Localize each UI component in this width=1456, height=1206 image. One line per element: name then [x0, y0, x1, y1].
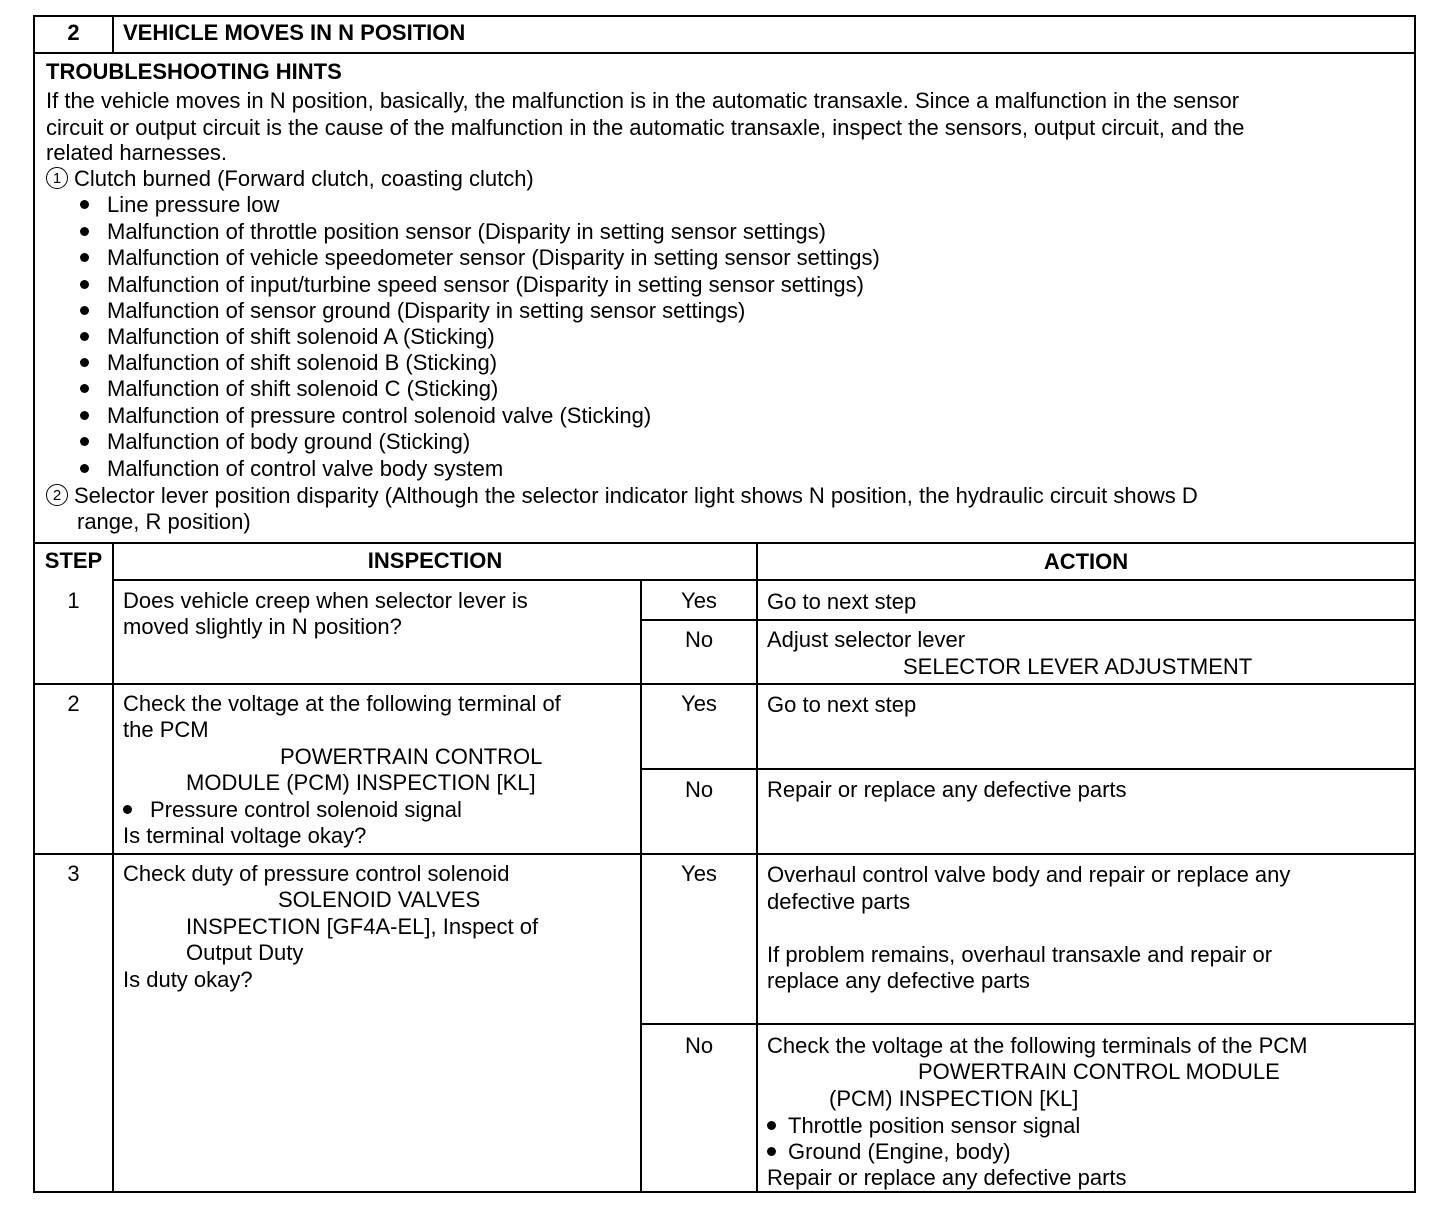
step-2-reference-cont: MODULE (PCM) INSPECTION [KL]	[186, 770, 536, 795]
hints-heading: TROUBLESHOOTING HINTS	[46, 59, 342, 84]
step-2-question-final: Is terminal voltage okay?	[123, 823, 367, 848]
step-3-yes-followup-cont: replace any defective parts	[767, 968, 1030, 993]
cause-2-text-cont: range, R position)	[77, 509, 251, 534]
cause-1-item: Malfunction of body ground (Sticking)	[80, 429, 470, 455]
step-3-no-action: Check the voltage at the following terminals of the PCM	[767, 1033, 1308, 1058]
no-label: No	[684, 777, 714, 802]
bullet-icon	[80, 306, 89, 315]
step-3-yes-followup: If problem remains, overhaul transaxle and repair or	[767, 942, 1273, 967]
step-1-yes-action: Go to next step	[767, 589, 917, 614]
cause-1-item: Malfunction of input/turbine speed sensor (Disparity in setting sensor settings)	[80, 272, 864, 298]
cause-1-item: Malfunction of shift solenoid C (Sticking)	[80, 376, 498, 402]
step-3-yes-action-cont: defective parts	[767, 889, 911, 914]
header-bottom-rule	[33, 52, 1416, 54]
bullet-icon	[767, 1147, 776, 1156]
hints-intro-line-1: If the vehicle moves in N position, basically, the malfunction is in the automatic transaxle. Since a malfunction in the sensor	[46, 88, 1240, 113]
step-number: 3	[67, 861, 80, 886]
bullet-icon	[767, 1121, 776, 1130]
step-1-no-action: Adjust selector lever	[767, 627, 966, 652]
cause-2	[46, 483, 1198, 509]
cause-1	[46, 166, 534, 192]
step-2-check-item: Pressure control solenoid signal	[123, 797, 462, 823]
step-number: 1	[67, 588, 80, 613]
step-3-no-check-item: Ground (Engine, body)	[767, 1139, 1011, 1165]
step-1-question: Does vehicle creep when selector lever is	[123, 588, 528, 613]
section-title: VEHICLE MOVES IN N POSITION	[123, 20, 466, 45]
circled-number-2: 2	[46, 484, 68, 506]
bullet-icon	[123, 805, 132, 814]
bullet-icon	[80, 280, 89, 289]
section-number: 2	[67, 20, 80, 45]
column-header-step: STEP	[44, 548, 103, 573]
column-header-rule	[112, 579, 1416, 581]
step-3-reference-cont: INSPECTION [GF4A-EL], Inspect of	[186, 914, 539, 939]
step-3-no-reference: POWERTRAIN CONTROL MODULE	[918, 1059, 1280, 1084]
no-label: No	[684, 1033, 714, 1058]
step-3-no-reference-cont: (PCM) INSPECTION [KL]	[829, 1086, 1079, 1111]
column-header-inspection: INSPECTION	[367, 548, 503, 573]
cause-1-item: Malfunction of control valve body system	[80, 456, 503, 482]
step-2-bottom-rule	[33, 853, 1416, 855]
step-3-reference-end: Output Duty	[186, 940, 304, 965]
step-3-reference: SOLENOID VALVES	[278, 887, 481, 912]
bullet-icon	[80, 411, 89, 420]
step-2-yes-action: Go to next step	[767, 692, 917, 717]
step-2-reference: POWERTRAIN CONTROL	[280, 744, 543, 769]
yes-label: Yes	[681, 691, 717, 716]
step-1-bottom-rule	[33, 683, 1416, 685]
bullet-icon	[80, 384, 89, 393]
step-3-no-final-action: Repair or replace any defective parts	[767, 1165, 1127, 1190]
step-3-question-final: Is duty okay?	[123, 967, 253, 992]
cause-1-item: Malfunction of vehicle speedometer sensor (Disparity in setting sensor settings)	[80, 245, 880, 271]
cause-1-item: Malfunction of pressure control solenoid valve (Sticking)	[80, 403, 651, 429]
step-1-question-cont: moved slightly in N position?	[123, 614, 402, 639]
header-divider	[112, 15, 114, 53]
yes-label: Yes	[681, 861, 717, 886]
action-column-divider	[756, 542, 758, 1193]
hints-intro-line-2: circuit or output circuit is the cause of the malfunction in the automatic transaxle, inspect the sensors, output circuit, and the	[46, 115, 1245, 140]
step-3-no-check-item: Throttle position sensor signal	[767, 1113, 1080, 1139]
step-2-question-cont: the PCM	[123, 717, 209, 742]
step-number: 2	[67, 691, 80, 716]
cause-1-text: Clutch burned (Forward clutch, coasting clutch)	[74, 166, 534, 191]
bullet-icon	[80, 464, 89, 473]
cause-1-item: Malfunction of shift solenoid B (Sticking)	[80, 350, 497, 376]
cause-1-item: Malfunction of sensor ground (Disparity in setting sensor settings)	[80, 298, 745, 324]
step-2-question: Check the voltage at the following terminal of	[123, 691, 561, 716]
bullet-icon	[80, 437, 89, 446]
step-1-no-reference: SELECTOR LEVER ADJUSTMENT	[903, 654, 1253, 679]
step-column-divider	[112, 542, 114, 1193]
cause-1-item: Malfunction of throttle position sensor (Disparity in setting sensor settings)	[80, 219, 826, 245]
cause-2-text: Selector lever position disparity (Although the selector indicator light shows N position, the hydraulic circuit shows D	[74, 483, 1198, 508]
column-header-action: ACTION	[1043, 549, 1129, 574]
no-label: No	[684, 627, 714, 652]
step-2-no-action: Repair or replace any defective parts	[767, 777, 1127, 802]
step-3-question: Check duty of pressure control solenoid	[123, 861, 510, 886]
bullet-icon	[80, 253, 89, 262]
step-3-yes-action: Overhaul control valve body and repair or replace any	[767, 862, 1291, 887]
table-top-rule	[33, 542, 1416, 544]
circled-number-1: 1	[46, 167, 68, 189]
yes-label: Yes	[681, 588, 717, 613]
cause-1-item: Line pressure low	[80, 192, 279, 218]
bullet-icon	[80, 332, 89, 341]
cause-1-item: Malfunction of shift solenoid A (Sticking)	[80, 324, 495, 350]
bullet-icon	[80, 227, 89, 236]
hints-intro-line-3: related harnesses.	[46, 140, 227, 165]
bullet-icon	[80, 358, 89, 367]
bullet-icon	[80, 200, 89, 209]
